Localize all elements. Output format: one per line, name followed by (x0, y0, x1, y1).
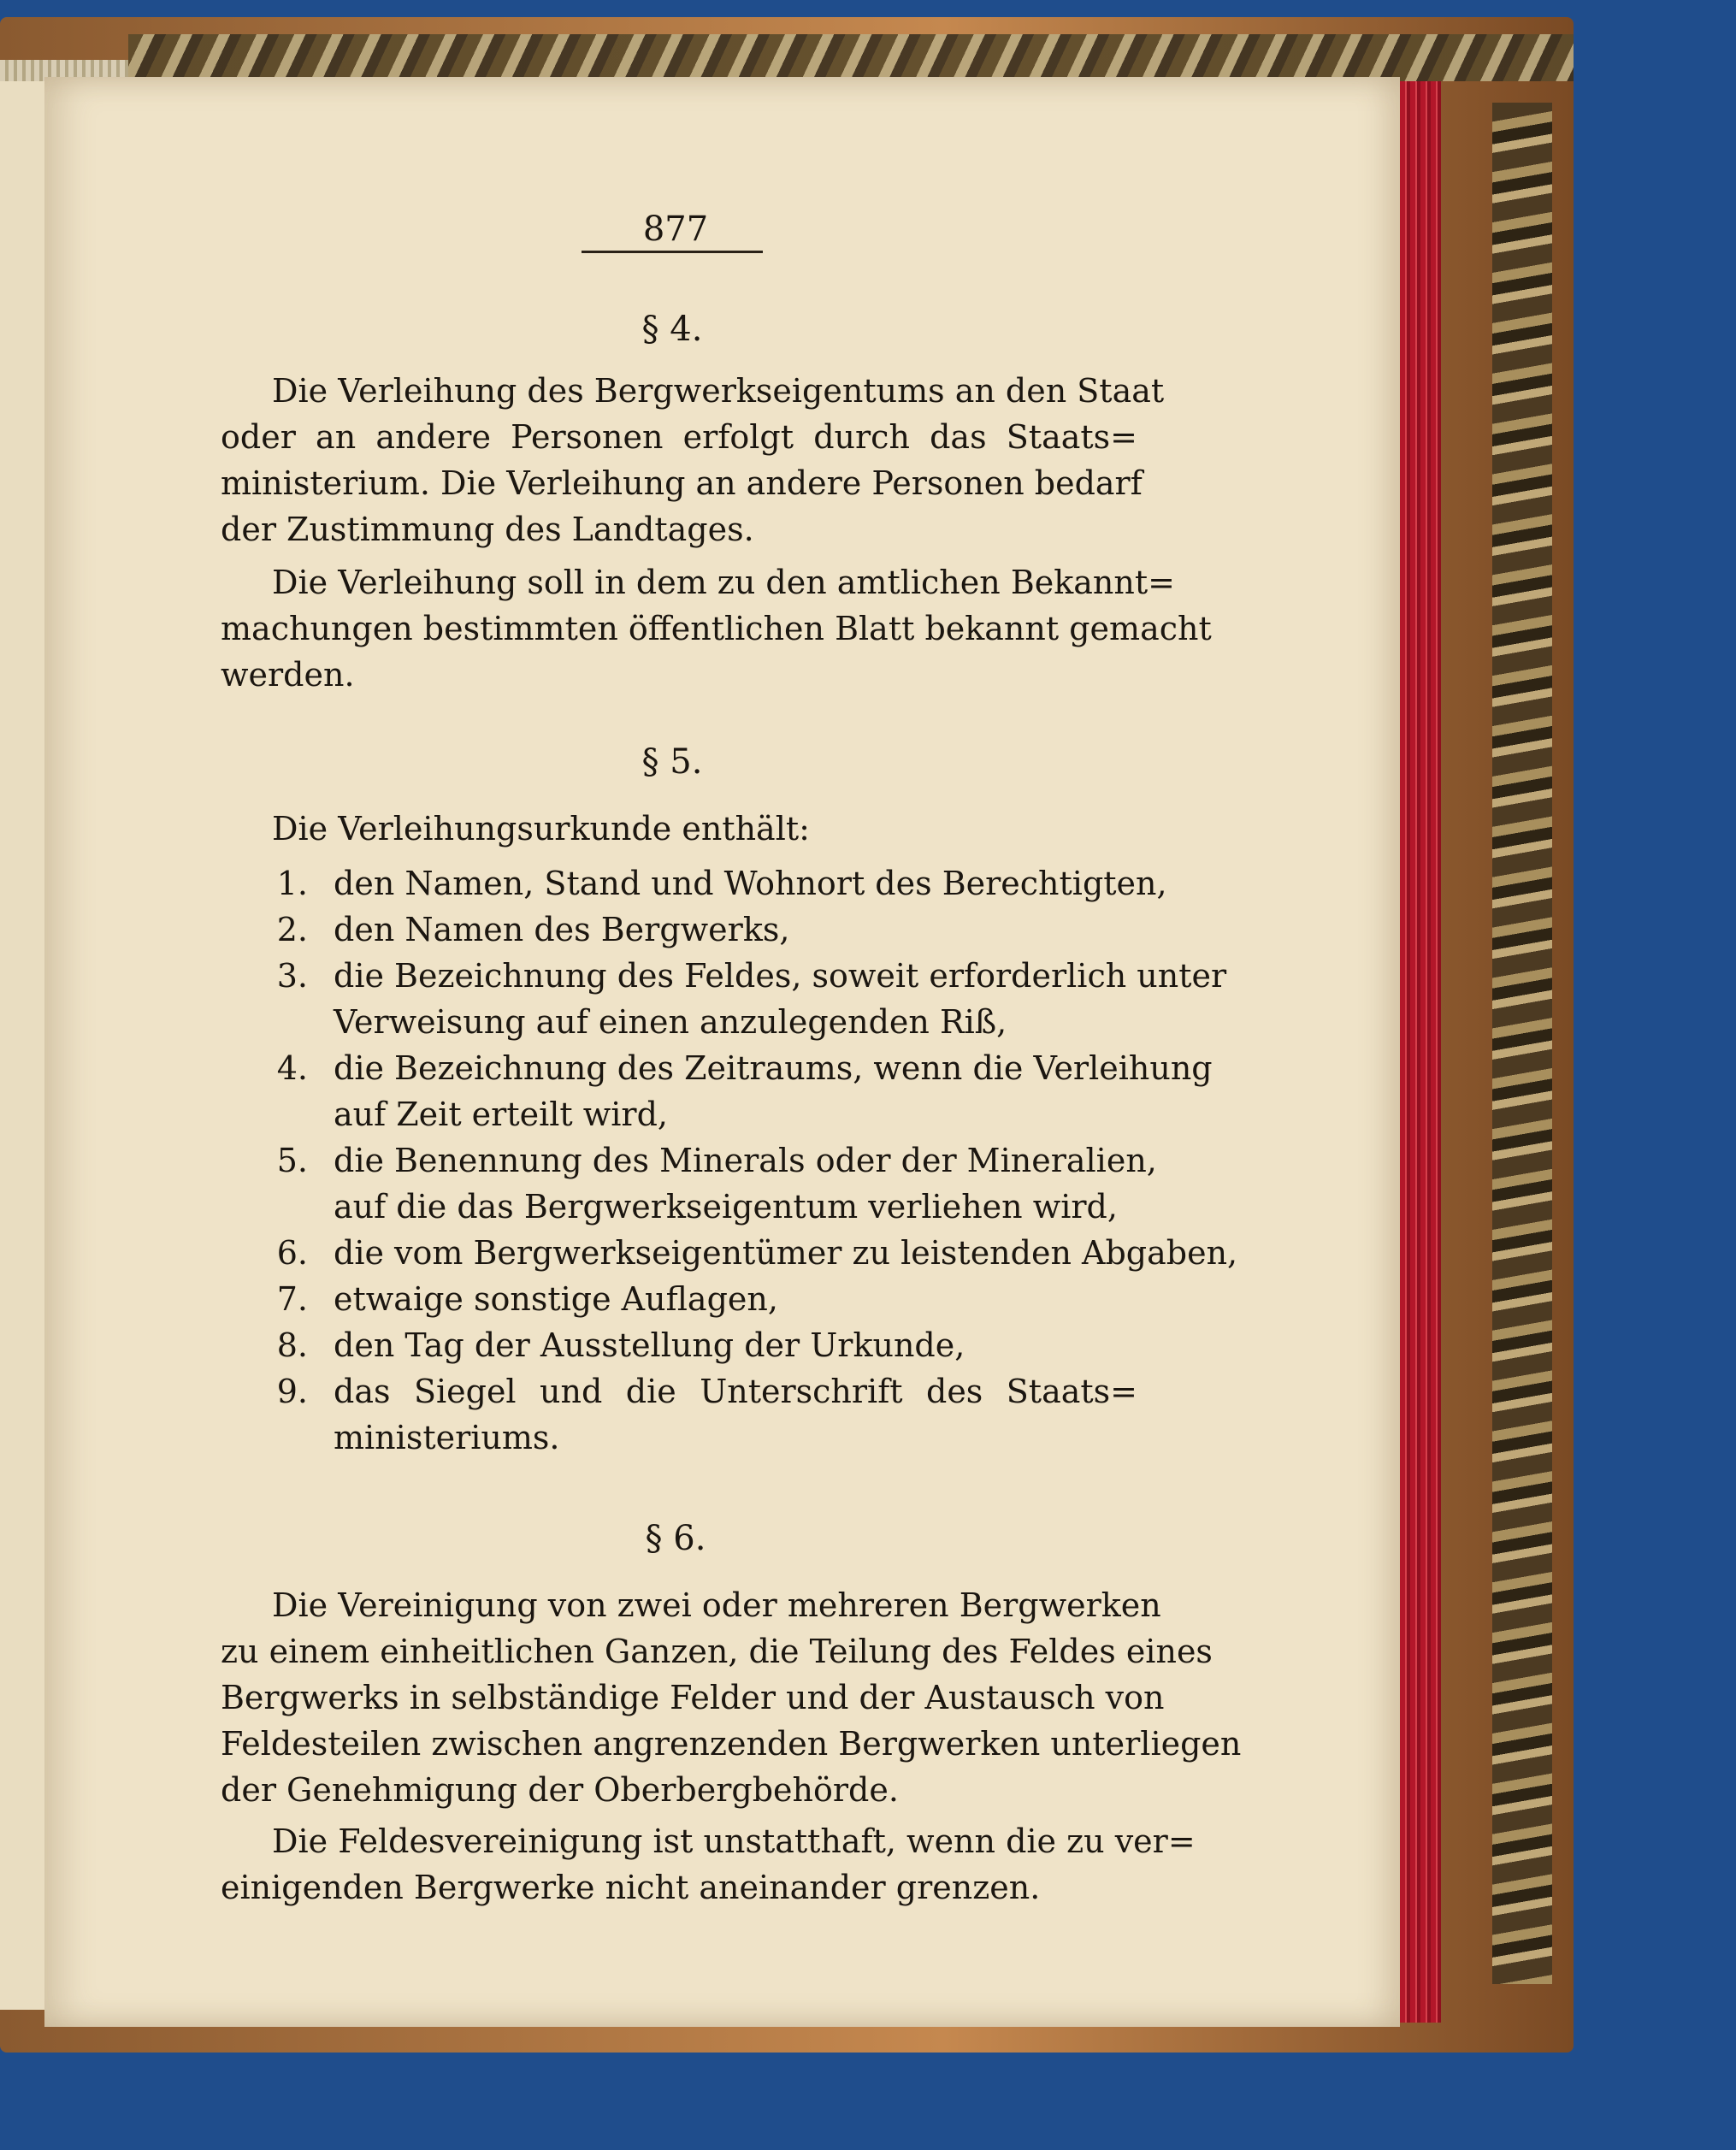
list-item-number: 5. (276, 1142, 308, 1179)
list-item-number: 9. (276, 1373, 308, 1410)
list-item-number: 4. (276, 1049, 308, 1087)
s4-p2-line: Die Verleihung soll in dem zu den amtlichen Bekannt= (272, 564, 1175, 601)
list-item-text: etwaige sonstige Auflagen, (334, 1280, 778, 1318)
s6-p1-line: Bergwerks in selbständige Felder und der Austausch von (221, 1679, 1165, 1716)
section-4-heading: § 4. (641, 310, 703, 349)
s4-p1-line: ministerium. Die Verleihung an andere Personen bedarf (221, 464, 1143, 502)
list-item-number: 8. (276, 1326, 308, 1364)
list-item-text: das Siegel und die Unterschrift des Staats= (334, 1373, 1137, 1410)
section-5-heading: § 5. (641, 742, 703, 782)
s4-p1-line: der Zustimmung des Landtages. (221, 511, 754, 548)
s6-p2-line: einigenden Bergwerke nicht aneinander grenzen. (221, 1869, 1041, 1906)
list-item-continuation: Verweisung auf einen anzulegenden Riß, (334, 1003, 1007, 1041)
list-item-text: die Bezeichnung des Zeitraums, wenn die Verleihung (334, 1049, 1213, 1087)
s4-p2-line: machungen bestimmten öffentlichen Blatt bekannt gemacht (221, 610, 1212, 647)
s6-p1-line: der Genehmigung der Oberbergbehörde. (221, 1771, 899, 1809)
list-item-number: 7. (276, 1280, 308, 1318)
list-item-text: die Bezeichnung des Feldes, soweit erforderlich unter (334, 957, 1227, 995)
list-item-text: die vom Bergwerkseigentümer zu leistenden Abgaben, (334, 1234, 1238, 1272)
list-item-continuation: auf die das Bergwerkseigentum verliehen wird, (334, 1188, 1118, 1226)
list-item-continuation: ministeriums. (334, 1419, 560, 1456)
s4-p1-line: Die Verleihung des Bergwerkseigentums an den Staat (272, 372, 1165, 410)
list-item-text: den Namen des Bergwerks, (334, 911, 790, 948)
list-item-number: 1. (276, 865, 308, 902)
list-item-text: den Tag der Ausstellung der Urkunde, (334, 1326, 965, 1364)
header-rule (582, 251, 763, 253)
s4-p1-line: oder an andere Personen erfolgt durch das Staats= (221, 418, 1137, 456)
marbled-edge-right (1492, 103, 1552, 1984)
page-number: 877 (642, 210, 709, 249)
s6-p2-line: Die Feldesvereinigung ist unstatthaft, wenn die zu ver= (272, 1822, 1196, 1860)
list-item-number: 2. (276, 911, 308, 948)
list-item-text: die Benennung des Minerals oder der Mineralien, (334, 1142, 1157, 1179)
list-item-text: den Namen, Stand und Wohnort des Berechtigten, (334, 865, 1167, 902)
s6-p1-line: Die Vereinigung von zwei oder mehreren Bergwerken (272, 1586, 1161, 1624)
s6-p1-line: Feldesteilen zwischen angrenzenden Bergwerken unterliegen (221, 1725, 1242, 1763)
list-item-number: 6. (276, 1234, 308, 1272)
s4-p2-line: werden. (221, 656, 355, 694)
s5-intro: Die Verleihungsurkunde enthält: (272, 810, 810, 848)
s6-p1-line: zu einem einheitlichen Ganzen, die Teilung des Feldes eines (221, 1633, 1213, 1670)
section-6-heading: § 6. (645, 1519, 706, 1558)
marbled-edge-top (128, 34, 1574, 81)
list-item-number: 3. (276, 957, 308, 995)
list-item-continuation: auf Zeit erteilt wird, (334, 1096, 668, 1133)
